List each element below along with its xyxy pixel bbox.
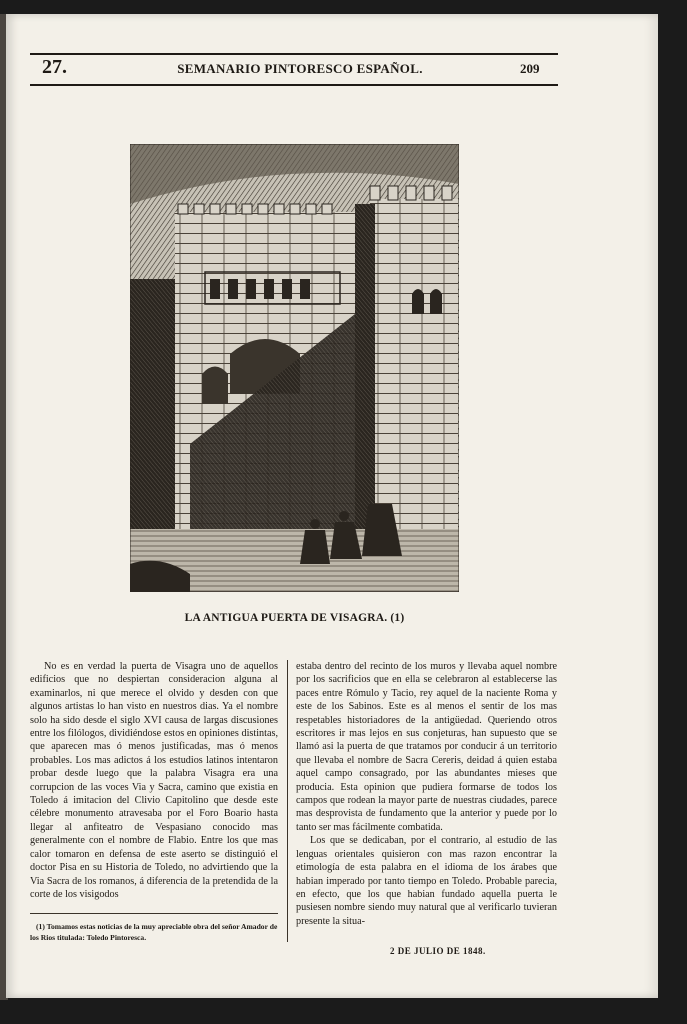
right-paragraph: Los que se dedicaban, por el contrario, al estudio de las lenguas orientales quisieron con mas razon encontrar la etimología de esta palabra en el idioma de los árabes que habian imperado por tanto tiempo en Toledo. Probable parecia, en efecto, que los que habian fundado aquella puerta le pusiesen nombre siendo muy natural que al verificarlo tuvieran presente la situa- [296,835,557,927]
right-paragraph-continued: estaba dentro del recinto de los muros y llevaba aquel nombre por los sacrificios que en ella se celebraron al establecerse las paces entre Rómulo y Tacio, rey aquel de la naciente Roma y este de los Sabinos. Este es al menos el sentir de los mas respetables historiadores de la antigüedad. Queriendo otros escritores ir mas lejos en sus conjeturas, han supuesto que se llamó asi la puerta de que tratamos por conducir á un territorio que llevaba el nombre de Sacra Cereris, deidad á quien estaba aquel campo consagrado, por las abundantes mieses que producia. Esta opinion que pudiera formarse de todos los campos que rodean la mayor parte de nuestras ciudades, parece mas desprovista de fundamento que la anterior y puede por lo tanto ser mas fácilmente combatida. [296,661,557,833]
illustration-caption: LA ANTIGUA PUERTA DE VISAGRA. (1) [184,612,405,624]
article-left-column [30,660,278,901]
publication-title: SEMANARIO PINTORESCO ESPAÑOL. [177,61,423,76]
footnote: (1) Tomamos estas noticias de la muy apreciable obra del señor Amador de los Rios titulada: Toledo Pintoresca. [30,922,278,942]
header-top-rule [30,53,558,55]
page-number: 209 [520,61,540,76]
dateline: 2 DE JULIO DE 1848. [390,946,486,956]
header-bottom-rule [30,84,558,86]
footnote-rule [30,913,278,914]
gate-tower-engraving [130,144,459,592]
article-right-column [296,660,557,928]
left-paragraph: No es en verdad la puerta de Visagra uno de aquellos edificios que no despiertan consideracion alguna al examinarlos, ni que merece el olvido y desden con que algunos artistas lo han visto en nuestros dias. Ya el nombre solo ha sido desde el siglo XVI causa de largas discusiones entre los filólogos, dividiéndose estos en opiniones distintas, que aparecen mas ó menos justificadas, mas ó menos probables. Los mas adictos á los estudios latinos intentaron probar desde luego que la palabra Visagra era una corrupcion de las voces Via y Sacra, camino que existia en Toledo á imitacion del Clivio Capitolino que desde este célebre monumento atravesaba por el Foro Boario hasta llegar al anfiteatro de Vespasiano conocido mas generalmente con el nombre de Flabio. Entre los que mas calor tomaron en defensa de este aserto se distinguió el doctor Pisa en su Historia de Toledo, no advirtiendo que la Via Sacra de los romanos, á diferencia de la pretendida de la corte de los visigodos [30,661,278,900]
issue-number: 27. [42,56,67,78]
column-divider [287,660,288,942]
